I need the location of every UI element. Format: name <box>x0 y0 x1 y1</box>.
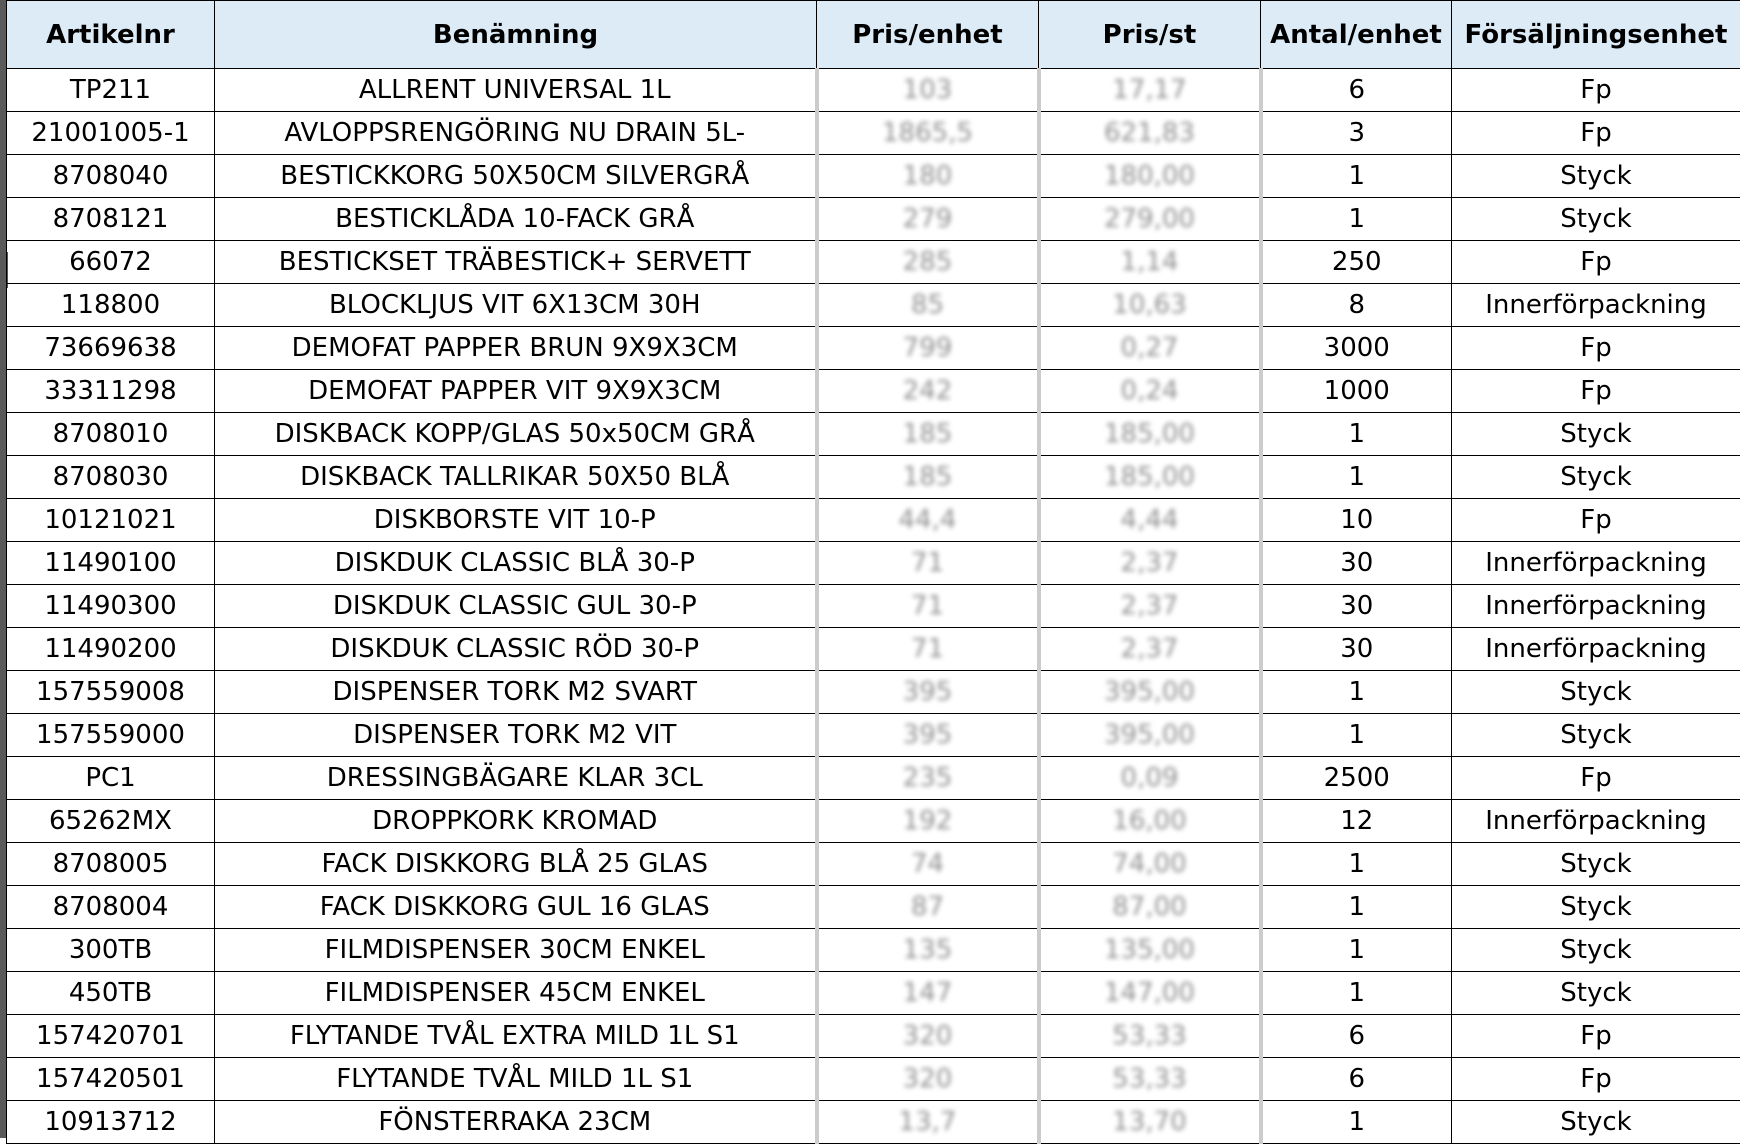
cell-forsaljningsenhet[interactable]: Innerförpackning <box>1452 800 1740 843</box>
table-row <box>7 327 1740 370</box>
cell-pris-st[interactable]: 1,14 <box>1039 241 1261 284</box>
cell-artikelnr[interactable]: 33311298 <box>7 370 215 413</box>
header-pris-st: Pris/st <box>1039 1 1261 69</box>
cell-antal-enhet[interactable]: 1 <box>1261 929 1452 972</box>
table-row <box>7 929 1740 972</box>
cell-forsaljningsenhet[interactable]: Styck <box>1452 198 1740 241</box>
cell-artikelnr[interactable]: PC1 <box>7 757 215 800</box>
cell-benamning[interactable]: BLOCKLJUS VIT 6X13CM 30H <box>215 284 817 327</box>
cell-benamning[interactable]: DISKDUK CLASSIC BLÅ 30-P <box>215 542 817 585</box>
cell-forsaljningsenhet[interactable]: Innerförpackning <box>1452 585 1740 628</box>
cell-pris-st[interactable]: 180,00 <box>1039 155 1261 198</box>
table-row <box>7 1101 1740 1144</box>
cell-pris-st[interactable]: 53,33 <box>1039 1058 1261 1101</box>
cell-forsaljningsenhet[interactable]: Fp <box>1452 1015 1740 1058</box>
table-row <box>7 671 1740 714</box>
cell-antal-enhet[interactable]: 6 <box>1261 1015 1452 1058</box>
cell-benamning[interactable]: DISPENSER TORK M2 VIT <box>215 714 817 757</box>
cell-artikelnr[interactable]: 157559000 <box>7 714 215 757</box>
cell-artikelnr[interactable]: 11490200 <box>7 628 215 671</box>
table-row <box>7 1015 1740 1058</box>
cell-pris-st[interactable]: 395,00 <box>1039 671 1261 714</box>
cell-pris-enhet[interactable]: 71 <box>817 628 1039 671</box>
cell-forsaljningsenhet[interactable]: Styck <box>1452 1101 1740 1144</box>
cell-pris-enhet[interactable]: 87 <box>817 886 1039 929</box>
table-row <box>7 972 1740 1015</box>
cell-artikelnr[interactable]: 66072 <box>7 241 215 284</box>
cell-benamning[interactable]: DEMOFAT PAPPER VIT 9X9X3CM <box>215 370 817 413</box>
cell-pris-enhet[interactable]: 235 <box>817 757 1039 800</box>
cell-benamning[interactable]: FILMDISPENSER 30CM ENKEL <box>215 929 817 972</box>
cell-pris-enhet[interactable]: 192 <box>817 800 1039 843</box>
cell-forsaljningsenhet[interactable]: Fp <box>1452 112 1740 155</box>
cell-antal-enhet[interactable]: 30 <box>1261 585 1452 628</box>
cell-forsaljningsenhet[interactable]: Fp <box>1452 69 1740 112</box>
cell-pris-st[interactable]: 2,37 <box>1039 628 1261 671</box>
table-row <box>7 714 1740 757</box>
cell-benamning[interactable]: FACK DISKKORG GUL 16 GLAS <box>215 886 817 929</box>
cell-pris-st[interactable]: 17,17 <box>1039 69 1261 112</box>
cell-pris-st[interactable]: 279,00 <box>1039 198 1261 241</box>
cell-pris-enhet[interactable]: 71 <box>817 585 1039 628</box>
cell-pris-st[interactable]: 87,00 <box>1039 886 1261 929</box>
cell-benamning[interactable]: FLYTANDE TVÅL EXTRA MILD 1L S1 <box>215 1015 817 1058</box>
table-row <box>7 499 1740 542</box>
cell-benamning[interactable]: DROPPKORK KROMAD <box>215 800 817 843</box>
cell-artikelnr[interactable]: 73669638 <box>7 327 215 370</box>
cell-pris-enhet[interactable]: 103 <box>817 69 1039 112</box>
cell-antal-enhet[interactable]: 3 <box>1261 112 1452 155</box>
cell-artikelnr[interactable]: 11490300 <box>7 585 215 628</box>
cell-pris-st[interactable]: 0,24 <box>1039 370 1261 413</box>
cell-artikelnr[interactable]: 157420501 <box>7 1058 215 1101</box>
cell-antal-enhet[interactable]: 1 <box>1261 886 1452 929</box>
table-row <box>7 757 1740 800</box>
cell-forsaljningsenhet[interactable]: Styck <box>1452 413 1740 456</box>
cell-forsaljningsenhet[interactable]: Styck <box>1452 843 1740 886</box>
cell-pris-st[interactable]: 395,00 <box>1039 714 1261 757</box>
cell-pris-st[interactable]: 185,00 <box>1039 413 1261 456</box>
table-row <box>7 628 1740 671</box>
cell-antal-enhet[interactable]: 1 <box>1261 198 1452 241</box>
cell-artikelnr[interactable]: 8708010 <box>7 413 215 456</box>
cell-forsaljningsenhet[interactable]: Styck <box>1452 714 1740 757</box>
cell-benamning[interactable]: DISKBORSTE VIT 10-P <box>215 499 817 542</box>
cell-pris-st[interactable]: 147,00 <box>1039 972 1261 1015</box>
cell-pris-enhet[interactable]: 147 <box>817 972 1039 1015</box>
cell-forsaljningsenhet[interactable]: Innerförpackning <box>1452 542 1740 585</box>
table-row <box>7 284 1740 327</box>
cell-antal-enhet[interactable]: 1 <box>1261 972 1452 1015</box>
cell-artikelnr[interactable]: 10121021 <box>7 499 215 542</box>
cell-forsaljningsenhet[interactable]: Styck <box>1452 886 1740 929</box>
cell-antal-enhet[interactable]: 10 <box>1261 499 1452 542</box>
cell-forsaljningsenhet[interactable]: Styck <box>1452 671 1740 714</box>
cell-artikelnr[interactable]: 8708121 <box>7 198 215 241</box>
cell-pris-enhet[interactable]: 180 <box>817 155 1039 198</box>
cell-pris-enhet[interactable]: 799 <box>817 327 1039 370</box>
cell-antal-enhet[interactable]: 1 <box>1261 843 1452 886</box>
cell-pris-enhet[interactable]: 285 <box>817 241 1039 284</box>
cell-antal-enhet[interactable]: 6 <box>1261 1058 1452 1101</box>
cell-forsaljningsenhet[interactable]: Innerförpackning <box>1452 628 1740 671</box>
cell-forsaljningsenhet[interactable]: Styck <box>1452 972 1740 1015</box>
cell-antal-enhet[interactable]: 30 <box>1261 628 1452 671</box>
header-row <box>7 1 1740 69</box>
table-row <box>7 112 1740 155</box>
cell-benamning[interactable]: DISKBACK TALLRIKAR 50X50 BLÅ <box>215 456 817 499</box>
table-row <box>7 370 1740 413</box>
cell-forsaljningsenhet[interactable]: Fp <box>1452 327 1740 370</box>
cell-pris-st[interactable]: 13,70 <box>1039 1101 1261 1144</box>
cell-pris-st[interactable]: 16,00 <box>1039 800 1261 843</box>
cell-pris-enhet[interactable]: 1865,5 <box>817 112 1039 155</box>
cell-pris-enhet[interactable]: 320 <box>817 1058 1039 1101</box>
cell-benamning[interactable]: DISKDUK CLASSIC RÖD 30-P <box>215 628 817 671</box>
cell-antal-enhet[interactable]: 30 <box>1261 542 1452 585</box>
cell-pris-st[interactable]: 621,83 <box>1039 112 1261 155</box>
table-row <box>7 413 1740 456</box>
cell-antal-enhet[interactable]: 1 <box>1261 413 1452 456</box>
cell-antal-enhet[interactable]: 6 <box>1261 69 1452 112</box>
cell-antal-enhet[interactable]: 1 <box>1261 456 1452 499</box>
table-row <box>7 843 1740 886</box>
cell-pris-enhet[interactable]: 395 <box>817 671 1039 714</box>
cell-antal-enhet[interactable]: 3000 <box>1261 327 1452 370</box>
cell-pris-enhet[interactable]: 242 <box>817 370 1039 413</box>
cell-pris-st[interactable]: 2,37 <box>1039 542 1261 585</box>
cell-pris-enhet[interactable]: 395 <box>817 714 1039 757</box>
cell-artikelnr[interactable]: 21001005-1 <box>7 112 215 155</box>
cell-forsaljningsenhet[interactable]: Styck <box>1452 929 1740 972</box>
cell-artikelnr[interactable]: TP211 <box>7 69 215 112</box>
cell-antal-enhet[interactable]: 1 <box>1261 671 1452 714</box>
cell-benamning[interactable]: DEMOFAT PAPPER BRUN 9X9X3CM <box>215 327 817 370</box>
cell-pris-st[interactable]: 0,27 <box>1039 327 1261 370</box>
cell-pris-enhet[interactable]: 320 <box>817 1015 1039 1058</box>
cell-benamning[interactable]: FILMDISPENSER 45CM ENKEL <box>215 972 817 1015</box>
cell-antal-enhet[interactable]: 8 <box>1261 284 1452 327</box>
cell-antal-enhet[interactable]: 1000 <box>1261 370 1452 413</box>
cell-pris-enhet[interactable]: 44,4 <box>817 499 1039 542</box>
cell-benamning[interactable]: FLYTANDE TVÅL MILD 1L S1 <box>215 1058 817 1101</box>
cell-antal-enhet[interactable]: 1 <box>1261 155 1452 198</box>
cell-artikelnr[interactable]: 450TB <box>7 972 215 1015</box>
header-pris-enhet: Pris/enhet <box>817 1 1039 69</box>
cell-benamning[interactable]: BESTICKKORG 50X50CM SILVERGRÅ <box>215 155 817 198</box>
cell-benamning[interactable]: DISPENSER TORK M2 SVART <box>215 671 817 714</box>
cell-pris-enhet[interactable]: 85 <box>817 284 1039 327</box>
cell-pris-st[interactable]: 4,44 <box>1039 499 1261 542</box>
cell-benamning[interactable]: DRESSINGBÄGARE KLAR 3CL <box>215 757 817 800</box>
cell-benamning[interactable]: BESTICKLÅDA 10-FACK GRÅ <box>215 198 817 241</box>
cell-benamning[interactable]: BESTICKSET TRÄBESTICK+ SERVETT <box>215 241 817 284</box>
cell-benamning[interactable]: FACK DISKKORG BLÅ 25 GLAS <box>215 843 817 886</box>
cell-artikelnr[interactable]: 11490100 <box>7 542 215 585</box>
cell-antal-enhet[interactable]: 250 <box>1261 241 1452 284</box>
table-row <box>7 155 1740 198</box>
header-forsaljningsenhet: Försäljningsenhet <box>1452 1 1740 69</box>
table-row <box>7 241 1740 284</box>
cell-artikelnr[interactable]: 8708005 <box>7 843 215 886</box>
cell-artikelnr[interactable]: 8708004 <box>7 886 215 929</box>
cell-artikelnr[interactable]: 157559008 <box>7 671 215 714</box>
cell-benamning[interactable]: FÖNSTERRAKA 23CM <box>215 1101 817 1144</box>
table-body <box>7 69 1740 1144</box>
cell-artikelnr[interactable]: 157420701 <box>7 1015 215 1058</box>
table-row <box>7 542 1740 585</box>
cell-pris-st[interactable]: 74,00 <box>1039 843 1261 886</box>
cell-pris-enhet[interactable]: 74 <box>817 843 1039 886</box>
cell-benamning[interactable]: ALLRENT UNIVERSAL 1L <box>215 69 817 112</box>
cell-pris-enhet[interactable]: 135 <box>817 929 1039 972</box>
cell-antal-enhet[interactable]: 1 <box>1261 714 1452 757</box>
cell-forsaljningsenhet[interactable]: Fp <box>1452 241 1740 284</box>
cell-pris-st[interactable]: 0,09 <box>1039 757 1261 800</box>
cell-artikelnr[interactable]: 118800 <box>7 284 215 327</box>
cell-forsaljningsenhet[interactable]: Styck <box>1452 155 1740 198</box>
table-row <box>7 69 1740 112</box>
cell-pris-st[interactable]: 135,00 <box>1039 929 1261 972</box>
cell-forsaljningsenhet[interactable]: Styck <box>1452 456 1740 499</box>
cell-pris-enhet[interactable]: 279 <box>817 198 1039 241</box>
cell-pris-enhet[interactable]: 185 <box>817 413 1039 456</box>
cell-pris-enhet[interactable]: 185 <box>817 456 1039 499</box>
cell-artikelnr[interactable]: 8708030 <box>7 456 215 499</box>
cell-antal-enhet[interactable]: 1 <box>1261 1101 1452 1144</box>
cell-artikelnr[interactable]: 300TB <box>7 929 215 972</box>
cell-antal-enhet[interactable]: 2500 <box>1261 757 1452 800</box>
table-row <box>7 800 1740 843</box>
cell-pris-st[interactable]: 185,00 <box>1039 456 1261 499</box>
cell-forsaljningsenhet[interactable]: Innerförpackning <box>1452 284 1740 327</box>
header-antal-enhet: Antal/enhet <box>1261 1 1452 69</box>
cell-pris-st[interactable]: 53,33 <box>1039 1015 1261 1058</box>
cell-forsaljningsenhet[interactable]: Fp <box>1452 499 1740 542</box>
cell-pris-st[interactable]: 10,63 <box>1039 284 1261 327</box>
cell-pris-enhet[interactable]: 13,7 <box>817 1101 1039 1144</box>
cell-forsaljningsenhet[interactable]: Fp <box>1452 1058 1740 1101</box>
cell-antal-enhet[interactable]: 12 <box>1261 800 1452 843</box>
table-row <box>7 585 1740 628</box>
cell-artikelnr[interactable]: 8708040 <box>7 155 215 198</box>
cell-benamning[interactable]: DISKBACK KOPP/GLAS 50x50CM GRÅ <box>215 413 817 456</box>
table-row <box>7 198 1740 241</box>
cell-benamning[interactable]: DISKDUK CLASSIC GUL 30-P <box>215 585 817 628</box>
cell-pris-st[interactable]: 2,37 <box>1039 585 1261 628</box>
cell-artikelnr[interactable]: 10913712 <box>7 1101 215 1144</box>
cell-forsaljningsenhet[interactable]: Fp <box>1452 757 1740 800</box>
cell-artikelnr[interactable]: 65262MX <box>7 800 215 843</box>
cell-benamning[interactable]: AVLOPPSRENGÖRING NU DRAIN 5L- <box>215 112 817 155</box>
table-row <box>7 1058 1740 1101</box>
cell-pris-enhet[interactable]: 71 <box>817 542 1039 585</box>
header-benamning: Benämning <box>215 1 817 69</box>
price-list-table <box>6 0 1740 1144</box>
header-artikelnr: Artikelnr <box>7 1 215 69</box>
table-row <box>7 456 1740 499</box>
table-row <box>7 886 1740 929</box>
cell-forsaljningsenhet[interactable]: Fp <box>1452 370 1740 413</box>
